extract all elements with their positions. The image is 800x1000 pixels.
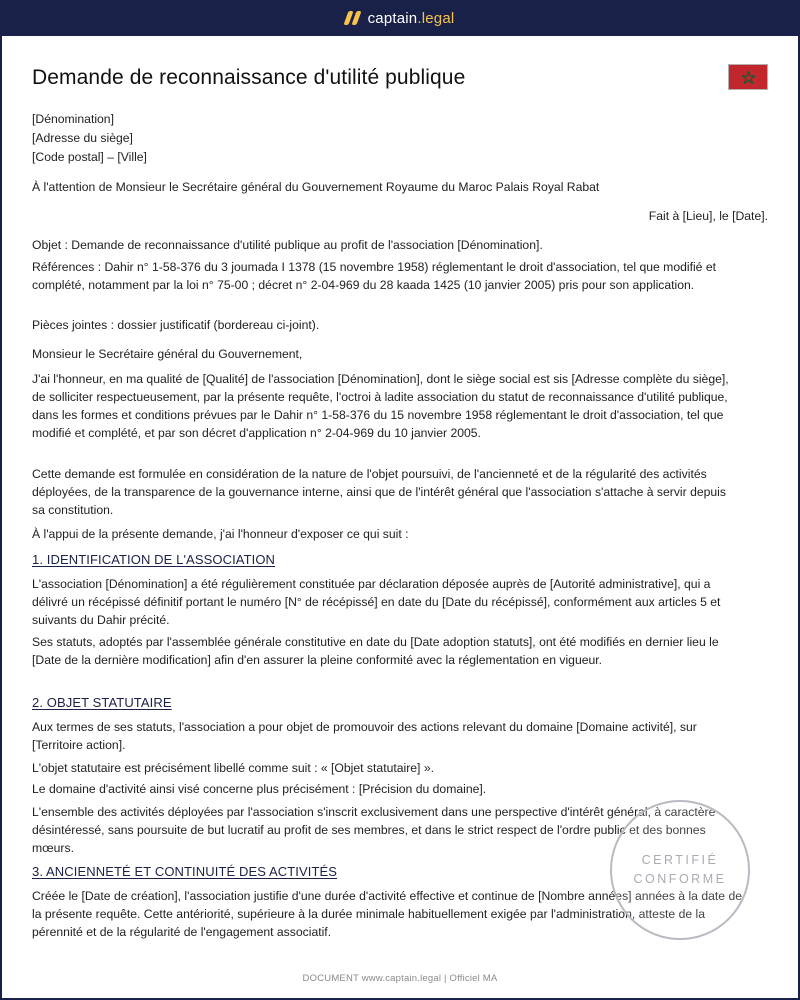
- captain-logo-icon: [343, 11, 361, 25]
- intro-paragraph-3: À l'appui de la présente demande, j'ai l'honneur d'exposer ce qui suit :: [32, 527, 409, 541]
- document-title: Demande de reconnaissance d'utilité publique: [32, 66, 466, 89]
- brand-accent: .legal: [417, 9, 455, 27]
- top-bar: [0, 0, 800, 36]
- section-1-heading: 1. IDENTIFICATION DE L'ASSOCIATION: [32, 552, 276, 567]
- intro-paragraph-1: J'ai l'honneur, en ma qualité de [Qualité] de l'association [Dénomination], dont le siège social est sis [Adresse complète du siège], de solliciter respectueusement, par la présente requête, l'octroi à ladite association du statut de reconnaissance d'utilité publique, dans les formes et conditions prévues par le Dahir n° 1-58-376 du 15 novembre 1958 réglementant le droit d'association, tel que modifié et complété, et par son décret d'application n° 2-04-969 du 10 janvier 2005.: [32, 372, 729, 440]
- place-date: Fait à [Lieu], le [Date].: [648, 209, 768, 223]
- section-2-paragraph-1: Aux termes de ses statuts, l'association a pour objet de promouvoir des actions relevant du domaine [Domaine activité], sur [Territoire action].: [32, 720, 697, 752]
- document-footer: DOCUMENT www.captain.legal | Officiel MA: [302, 973, 498, 984]
- objet-line: Objet : Demande de reconnaissance d'utilité publique au profit de l'association [Dénomination].: [32, 238, 543, 252]
- pieces-jointes: Pièces jointes : dossier justificatif (bordereau ci-joint).: [32, 318, 320, 332]
- section-1-paragraph-1: L'association [Dénomination] a été régulièrement constituée par déclaration déposée auprès de [Autorité administrative], qui a délivré un récépissé définitif portant le numéro [N° de récépissé] en date du [Date du récépissé], conformément aux articles 5 et suivants du Dahir précité.: [32, 577, 721, 627]
- section-2-paragraph-2: L'objet statutaire est précisément libellé comme suit : « [Objet statutaire] ».: [32, 761, 434, 775]
- morocco-flag-icon: [728, 64, 768, 90]
- section-3-heading: 3. ANCIENNETÉ ET CONTINUITÉ DES ACTIVITÉS: [32, 864, 338, 879]
- references-paragraph: Références : Dahir n° 1-58-376 du 3 joumada I 1378 (15 novembre 1958) réglementant le droit d'association, tel que modifié et complété, notamment par la loi n° 75-00 ; décret n° 2-04-969 du 28 kaada 1425 (10 janvier 2005) pris pour son application.: [32, 260, 717, 292]
- recipient-line: À l'attention de Monsieur le Secrétaire général du Gouvernement Royaume du Maroc Palais Royal Rabat: [32, 180, 600, 194]
- section-1-paragraph-2: Ses statuts, adoptés par l'assemblée générale constitutive en date du [Date adoption statuts], ont été modifiés en dernier lieu le [Date de la dernière modification] afin d'en assurer la pleine conformité avec la réglementation en vigueur.: [32, 635, 719, 667]
- stamp-line-2: CONFORME: [633, 872, 727, 886]
- brand-name: captain: [367, 9, 418, 27]
- intro-paragraph-2: Cette demande est formulée en considération de la nature de l'objet poursuivi, de l'ancienneté et de la régularité des activités déployées, de la transparence de la gouvernance interne, ainsi que de l'intérêt général que l'association s'attache à servir depuis sa constitution.: [32, 467, 726, 517]
- certified-stamp: [610, 800, 750, 940]
- sender-address: [Adresse du siège]: [32, 131, 133, 145]
- section-2-paragraph-3: Le domaine d'activité ainsi visé concerne plus précisément : [Précision du domaine].: [32, 782, 487, 796]
- salutation: Monsieur le Secrétaire général du Gouvernement,: [32, 347, 303, 361]
- star-icon: [742, 71, 755, 84]
- document-sheet: [2, 36, 798, 998]
- section-3-paragraph-1: Créée le [Date de création], l'association justifie d'une durée d'activité effective et continue de [Nombre années] années à la date de la présente requête. Cette antériorité, supérieure à la durée minimale habituellement exigée par l'administration, atteste de la pérennité et de la régularité de l'engagement associatif.: [32, 889, 743, 939]
- section-2-heading: 2. OBJET STATUTAIRE: [32, 695, 172, 710]
- sender-name: [Dénomination]: [32, 112, 114, 126]
- sender-city: [Code postal] – [Ville]: [32, 150, 147, 164]
- stamp-line-1: CERTIFIÉ: [641, 853, 719, 867]
- section-2-paragraph-4: L'ensemble des activités déployées par l'association s'inscrit exclusivement dans une perspective d'intérêt général, à caractère désintéressé, sans poursuite de but lucratif au profit de ses membres, et dans le strict respect de l'ordre public et des bonnes mœurs.: [32, 805, 716, 855]
